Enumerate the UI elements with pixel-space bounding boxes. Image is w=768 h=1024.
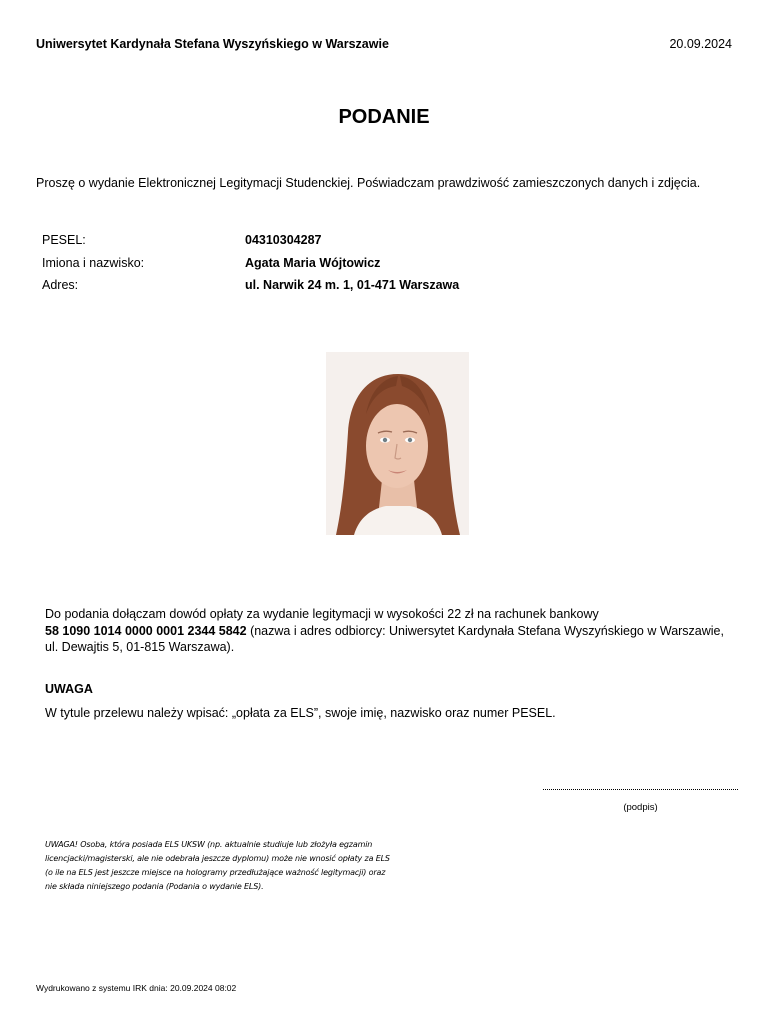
warning-heading: UWAGA (45, 682, 93, 696)
address-value: ul. Narwik 24 m. 1, 01-471 Warszawa (245, 278, 460, 292)
payment-recipient: (nazwa i adres odbiorcy: Uniwersytet Kardynała Stefana Wyszyńskiego w Warszawie, ul. Dewajtis 5, 01-815 Warszawa). (45, 623, 724, 654)
pesel-label: PESEL: (42, 233, 86, 247)
address-label: Adres: (42, 278, 79, 292)
document-date: 20.09.2024 (669, 37, 732, 51)
bank-account-number: 58 1090 1014 0000 0001 2344 5842 (45, 623, 247, 638)
signature-label: (podpis) (623, 802, 658, 813)
page-title: PODANIE (338, 106, 430, 128)
applicant-photo (326, 352, 469, 535)
signature-line (543, 789, 738, 790)
pesel-value: 04310304287 (245, 233, 322, 247)
request-text: Proszę o wydanie Elektronicznej Legitymacji Studenckiej. Poświadczam prawdziwość zamieszczonych danych i zdjęcia. (36, 176, 701, 190)
name-label: Imiona i nazwisko: (42, 256, 145, 270)
footnote-warning: UWAGA! Osoba, która posiada ELS UKSW (np. aktualnie studiuje lub złożyła egzamin licencjacki/magisterski, ale nie odebrała jeszcze dyplomu) może nie wnosić opłaty za ELS (o ile na ELS jest jeszcze miejsce na hologramy przedłużające ważność legitymacji) oraz nie składa niniejszego podania (Podania o wydanie ELS). (45, 840, 390, 891)
name-value: Agata Maria Wójtowicz (245, 256, 381, 270)
payment-paragraph (45, 606, 735, 656)
warning-text: W tytule przelewu należy wpisać: „opłata za ELS”, swoje imię, nazwisko oraz numer PESEL. (45, 706, 556, 720)
print-footer: Wydrukowano z systemu IRK dnia: 20.09.2024 08:02 (36, 983, 237, 993)
university-name: Uniwersytet Kardynała Stefana Wyszyńskiego w Warszawie (36, 37, 389, 51)
payment-intro: Do podania dołączam dowód opłaty za wydanie legitymacji w wysokości 22 zł na rachunek bankowy (45, 607, 599, 621)
